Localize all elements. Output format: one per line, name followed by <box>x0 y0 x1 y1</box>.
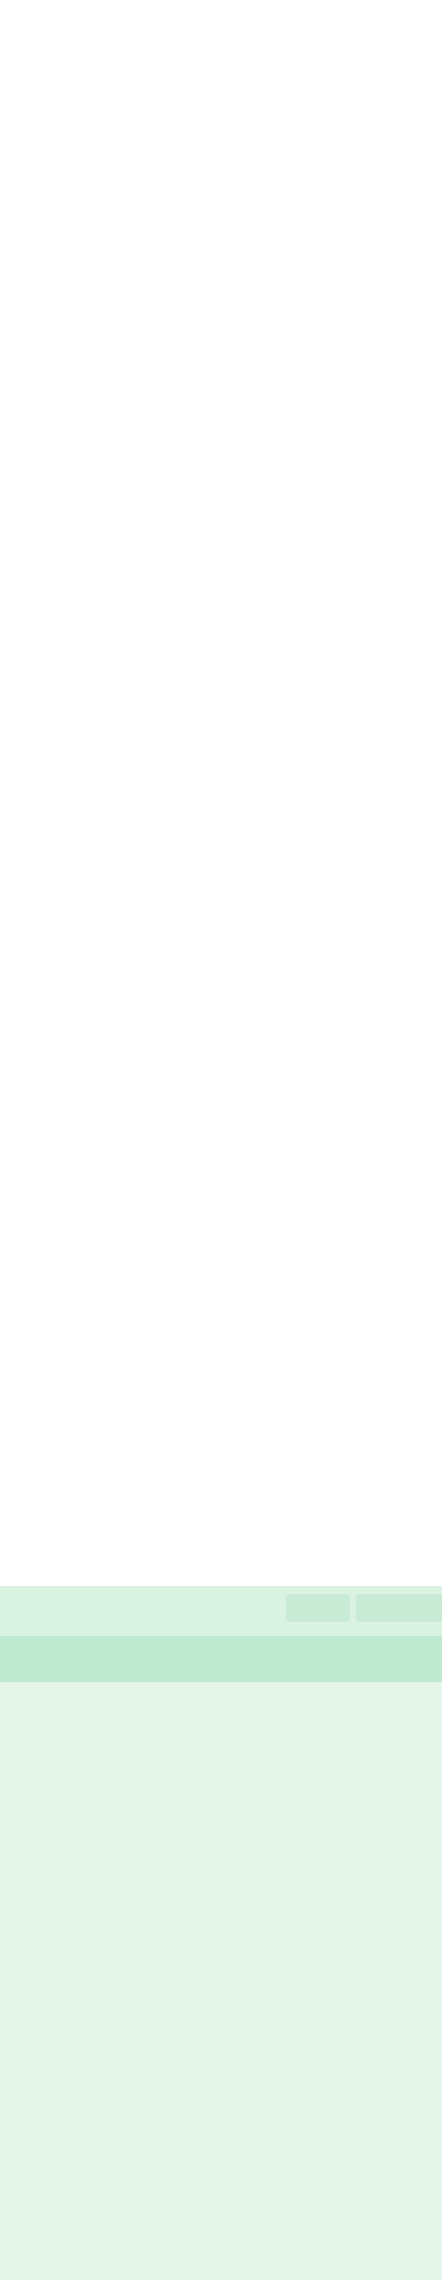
solution-text <box>0 26 442 1586</box>
exercise-section <box>0 1586 442 2280</box>
exercise-nav-bar <box>0 1586 442 1636</box>
prev-exercise-button[interactable] <box>286 1594 350 1622</box>
all-exercises-button[interactable] <box>356 1594 442 1622</box>
exercise-answer <box>0 1682 442 2280</box>
